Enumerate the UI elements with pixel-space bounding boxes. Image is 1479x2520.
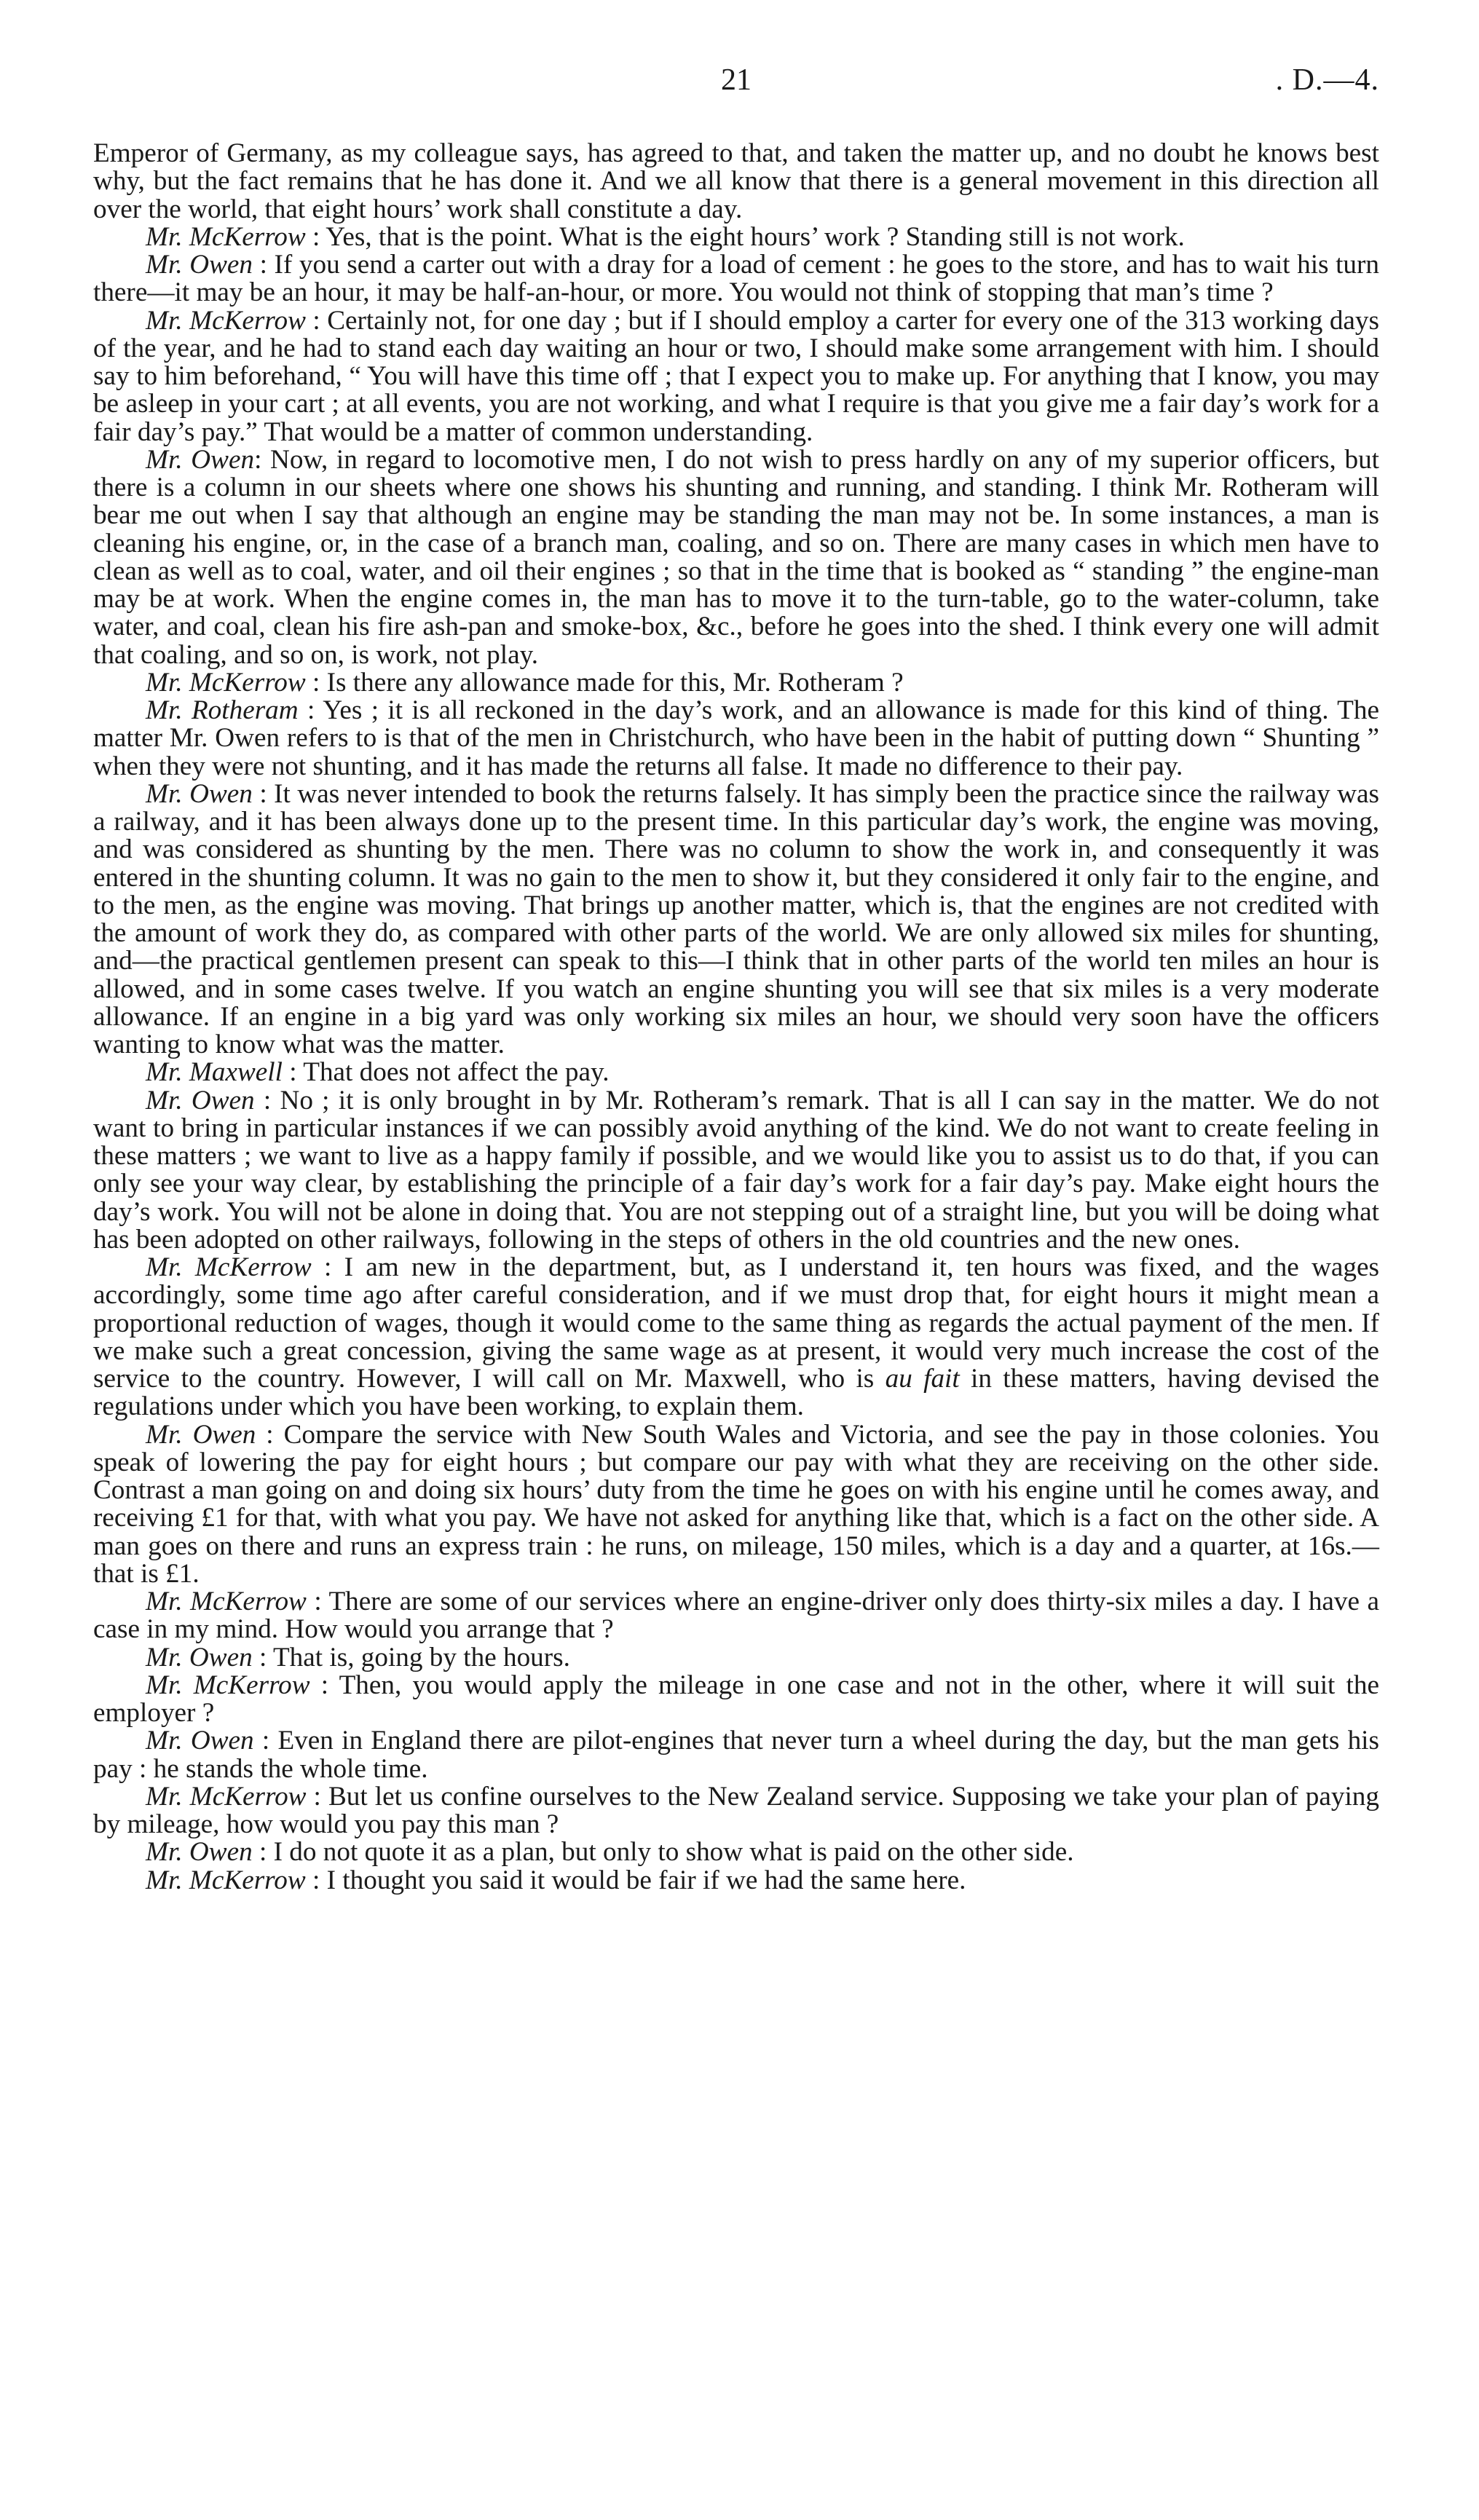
speaker-name: Mr. McKerrow xyxy=(146,221,306,252)
speaker-name: Mr. Owen xyxy=(146,1085,255,1115)
paragraph-text: : Yes ; it is all reckoned in the day’s work, and an allowance is made for this kind of thing. The matter Mr. Owen refers to is that of the men in Christchurch, who have been in the habit of putting down “ Shunting ” when they were not shunting, and it has made the returns all false. It made no difference to their pay. xyxy=(93,695,1379,781)
speaker-name: Mr. McKerrow xyxy=(146,1670,310,1700)
paragraph-text: : But let us confine ourselves to the New Zealand service. Supposing we take your plan of paying by mileage, how would you pay this man ? xyxy=(93,1781,1379,1839)
speaker-name: Mr. McKerrow xyxy=(146,667,306,698)
paragraph xyxy=(93,697,1379,781)
paragraph-text: : Then, you would apply the mileage in one case and not in the other, where it will suit the employer ? xyxy=(93,1670,1379,1728)
speaker-name: Mr. Rotheram xyxy=(146,695,299,725)
speaker-name: Mr. Owen xyxy=(146,1642,253,1672)
paragraph-text: : I thought you said it would be fair if we had the same here. xyxy=(305,1865,966,1895)
paragraph-text: Emperor of Germany, as my colleague says, has agreed to that, and taken the matter up, and no doubt he knows best why, but the fact remains that he has done it. And we all know that there is a general movement in this direction all over the world, that eight hours’ work shall constitute a day. xyxy=(93,138,1379,224)
speaker-name: Mr. Owen xyxy=(146,444,255,475)
paragraph xyxy=(93,307,1379,446)
paragraph-text: : It was never intended to book the returns falsely. It has simply been the practice since the railway was a railway, and it has been always done up to the present time. In this particular day’s work, the engine was moving, and was considered as shunting by the men. There was no column to show the work in, and consequently it was entered in the shunting column. It was no gain to the men to show it, but they considered it only fair to the engine, and to the men, as the engine was moving. That brings up another matter, which is, that the engines are not credited with the amount of work they do, as compared with other parts of the world. We are only allowed six miles for shunting, and—the practical gentlemen present can speak to this—I think that in other parts of the world ten miles an hour is allowed, and in some cases twelve. If you watch an engine shunting you will see that six miles is a very moderate allowance. If an engine in a big yard was only working six miles an hour, we should very soon have the officers wanting to know what was the matter. xyxy=(93,778,1379,1059)
speaker-name: Mr. McKerrow xyxy=(146,1252,312,1282)
document-body xyxy=(93,140,1379,1895)
speaker-name: Mr. McKerrow xyxy=(146,1781,307,1812)
speaker-name: Mr. McKerrow xyxy=(146,1865,306,1895)
speaker-name: Mr. Maxwell xyxy=(146,1057,283,1088)
paragraph xyxy=(93,778,1379,1059)
paragraph-text: : There are some of our services where an engine-driver only does thirty-six miles a day. I have a case in my mind. How would you arrange that ? xyxy=(93,1587,1379,1645)
paragraph-text-tail: in these matters, having devised the regulations under which you have been working, to explain them. xyxy=(93,1364,1380,1422)
paragraph-text: : I am new in the department, but, as I understand it, ten hours was fixed, and the wages accordingly, some time ago after careful consideration, and if we must drop that, for eight hours it might mean a proportional reduction of wages, though it would come to the same thing as regards the actual payment of the men. If we make such a great concession, giving the same wage as at present, it would very much increase the cost of the service to the country. However, I will call on Mr. Maxwell, who is xyxy=(93,1252,1379,1394)
paragraph-text: : Compare the service with New South Wales and Victoria, and see the pay in those colonies. You speak of lowering the pay for eight hours ; but compare our pay with what they are receiving on the other side. Contrast a man going on and doing six hours’ duty from the time he goes on with his engine until he comes away, and receiving £1 for that, with what you pay. We have not asked for anything like that, which is a fact on the other side. A man goes on there and runs an express train : he runs, on mileage, 150 miles, which is a day and a quarter, at 16s.—that is £1. xyxy=(93,1419,1379,1589)
paragraph-text: : Now, in regard to locomotive men, I do not wish to press hardly on any of my superior officers, but there is a column in our sheets where one shows his shunting and running, and standing. I think Mr. Rotheram will bear me out when I say that although an engine may be standing the man may not be. In some instances, a man is cleaning his engine, or, in the case of a branch man, coaling, and so on. There are many cases in which men have to clean as well as to coal, water, and oil their engines ; so that in the time that is booked as “ standing ” the engine-man may be at work. When the engine comes in, the man has to move it to the turn-table, go to the water-column, take water, and coal, clean his fire ash-pan and smoke-box, &c., before he goes into the shed. I think every one will admit that coaling, and so on, is work, not play. xyxy=(93,444,1379,670)
paragraph xyxy=(93,1644,1379,1672)
paragraph xyxy=(93,1059,1379,1086)
paragraph xyxy=(93,446,1379,669)
paragraph-text: : That is, going by the hours. xyxy=(252,1642,570,1672)
paragraph xyxy=(93,1421,1379,1589)
paragraph xyxy=(93,221,1379,252)
italic-phrase: au fait xyxy=(885,1364,960,1394)
paragraph-text: : I do not quote it as a plan, but only to show what is paid on the other side. xyxy=(252,1837,1074,1868)
paragraph xyxy=(93,1672,1379,1728)
paragraph xyxy=(93,1087,1379,1255)
paragraph xyxy=(93,1588,1379,1644)
paragraph xyxy=(93,1783,1379,1839)
speaker-name: Mr. McKerrow xyxy=(146,305,306,336)
speaker-name: Mr. Owen xyxy=(146,1726,254,1756)
speaker-name: Mr. Owen xyxy=(146,1419,256,1450)
page-number: 21 xyxy=(721,63,752,97)
paragraph xyxy=(93,251,1379,307)
speaker-name: Mr. Owen xyxy=(146,1837,253,1868)
document-page xyxy=(93,63,1379,1895)
paragraph xyxy=(93,1838,1379,1866)
document-reference: . D.—4. xyxy=(1275,63,1379,97)
paragraph xyxy=(93,669,1379,697)
paragraph-text: : Yes, that is the point. What is the eight hours’ work ? Standing still is not work. xyxy=(305,221,1185,252)
speaker-name: Mr. Owen xyxy=(146,778,253,809)
paragraph-text: : No ; it is only brought in by Mr. Rotheram’s remark. That is all I can say in the matter. We do not want to bring in particular instances if we can possibly avoid anything of the kind. We do not want to create feeling in these matters ; we want to live as a happy family if possible, and we would like you to assist us to do that, if you can only see your way clear, by establishing the principle of a fair day’s work for a fair day’s pay. Make eight hours the day’s work. You will not be alone in doing that. You are not stepping out of a straight line, but you will be doing what has been adopted on other railways, following in the steps of others in the old countries and the new ones. xyxy=(93,1085,1380,1255)
speaker-name: Mr. McKerrow xyxy=(146,1587,307,1616)
page-header xyxy=(93,63,1379,114)
paragraph xyxy=(93,1867,1379,1895)
paragraph xyxy=(93,1727,1379,1783)
paragraph-text: : Is there any allowance made for this, Mr. Rotheram ? xyxy=(305,667,904,698)
paragraph-text: : Certainly not, for one day ; but if I should employ a carter for every one of the 313 working days of the year, and he had to stand each day waiting an hour or two, I should make some arrangement with him. I should say to him beforehand, “ You will have this time off ; that I expect you to make up. For anything that I know, you may be asleep in your cart ; at all events, you are not working, and what I require is that you give me a fair day’s work for a fair day’s pay.” That would be a matter of common understanding. xyxy=(93,305,1379,447)
paragraph-text: : If you send a carter out with a dray for a load of cement : he goes to the store, and has to wait his turn there—it may be an hour, it may be half-an-hour, or more. You would not think of stopping that man’s time ? xyxy=(93,250,1380,308)
paragraph-text: : Even in England there are pilot-engines that never turn a wheel during the day, but the man gets his pay : he stands the whole time. xyxy=(93,1726,1379,1784)
paragraph xyxy=(93,140,1379,224)
speaker-name: Mr. Owen xyxy=(146,250,253,280)
paragraph-text: : That does not affect the pay. xyxy=(282,1057,610,1088)
paragraph xyxy=(93,1254,1379,1421)
